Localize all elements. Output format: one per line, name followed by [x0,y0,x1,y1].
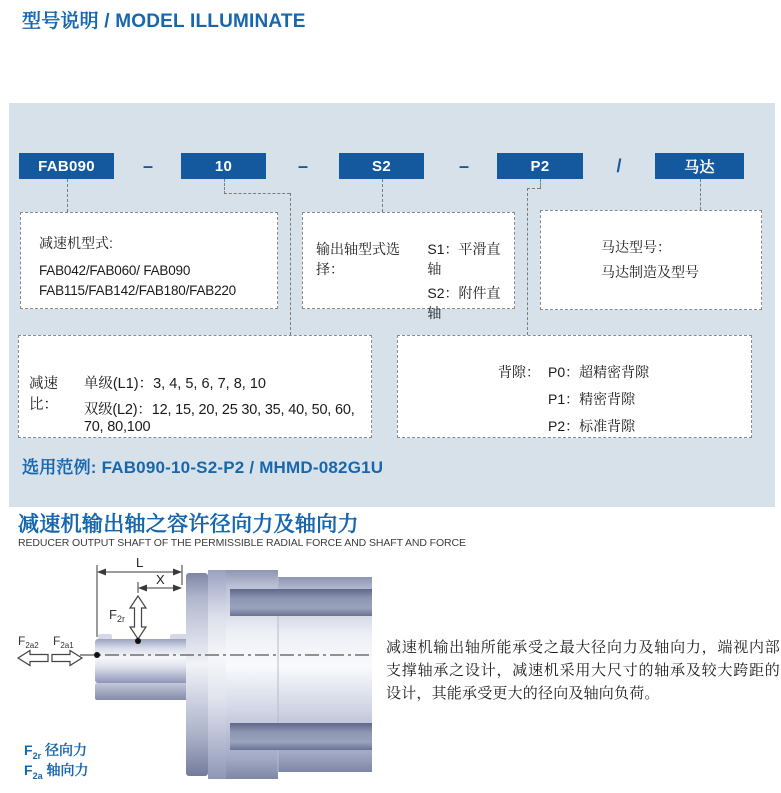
model-segment-ratio: 10 [181,153,266,179]
connector-ratio [224,179,225,194]
connector-backlash [527,188,528,335]
force-section-subtitle: REDUCER OUTPUT SHAFT OF THE PERMISSIBLE RADIAL FORCE AND SHAFT AND FORCE [18,537,466,549]
model-segment-series: FAB090 [19,153,114,179]
backlash-option-p2: P2：标准背隙 [548,418,636,434]
model-separator: – [458,155,469,176]
motor-box [540,210,762,310]
backlash-option-p0: P0：超精密背隙 [548,364,650,380]
connector-ratio [224,193,290,194]
connector-backlash [527,188,540,189]
output-shaft-box [302,212,515,321]
shaft-end-point [94,652,100,658]
output-shaft-option-s2: S2：附件直轴 [427,285,501,321]
legend-axial-force: $F_{2a}$ 轴向力 [24,762,89,781]
backlash-box [397,335,752,438]
model-segment-motor: 马达 [655,153,744,179]
force-application-point [135,638,141,644]
model-segment-backlash: P2 [497,153,583,179]
ratio-single-stage: 单级(L1)：3, 4, 5, 6, 7, 8, 10 [83,376,266,392]
axial-force-right-arrow-icon [52,651,82,666]
model-segment-shaft: S2 [339,153,424,179]
model-separator: – [142,155,153,176]
connector-motor [700,179,701,210]
gearbox-flange-graphic [186,570,372,779]
connector-ratio [290,193,291,335]
force-section-title: 减速机输出轴之容许径向力及轴向力 [18,513,359,536]
connector-series [67,179,68,212]
motor-line-2: 马达制造及型号 [601,264,699,280]
model-separator-slash: / [616,155,622,176]
legend-radial-force: $F_{2r}$ 径向力 [24,742,87,761]
ratio-label: 减速比： [29,376,58,413]
backlash-label: 背隙： [498,364,540,380]
output-shaft-label: 输出轴型式选择： [316,241,400,277]
reducer-type-title: 减速机型式: [39,235,113,251]
radial-force-arrow-icon [130,596,146,639]
dimension-x-label: X [156,572,165,587]
axial-force-2a1-label: $F_{2a1}$ [53,634,74,650]
ratio-box [18,335,372,438]
axial-force-left-arrow-icon [18,651,48,666]
radial-force-label: $F_{2r}$ [109,607,125,624]
page-title: 型号说明 / MODEL ILLUMINATE [22,11,306,32]
dimension-l-label: L [136,555,144,570]
reducer-type-box [20,212,278,309]
model-panel [9,103,775,507]
output-shaft-option-s1: S1：平滑直轴 [427,241,501,277]
ratio-double-stage: 双级(L2)：12, 15, 20, 25 30, 35, 40, 50, 60, 70, 80,100 [83,402,355,435]
reducer-type-models-1: FAB042/FAB060/ FAB090 [39,263,191,278]
backlash-option-p1: P1：精密背隙 [548,391,636,407]
force-paragraph: 减速机输出轴所能承受之最大径向力及轴向力，端视内部支撑轴承之设计，减速机采用大尺寸的轴承及较大跨距的设计，其能承受更大的径向及轴向负荷。 [386,639,780,702]
connector-backlash [540,179,541,189]
connector-shaft [382,179,383,212]
reducer-type-models-2: FAB115/FAB142/FAB180/FAB220 [39,283,236,298]
motor-line-1: 马达型号： [601,239,671,255]
axial-force-2a2-label: $F_{2a2}$ [18,634,39,650]
model-separator: – [297,155,308,176]
model-example: 选用范例: FAB090-10-S2-P2 / MHMD-082G1U [22,458,384,477]
output-shaft-graphic [95,634,190,700]
